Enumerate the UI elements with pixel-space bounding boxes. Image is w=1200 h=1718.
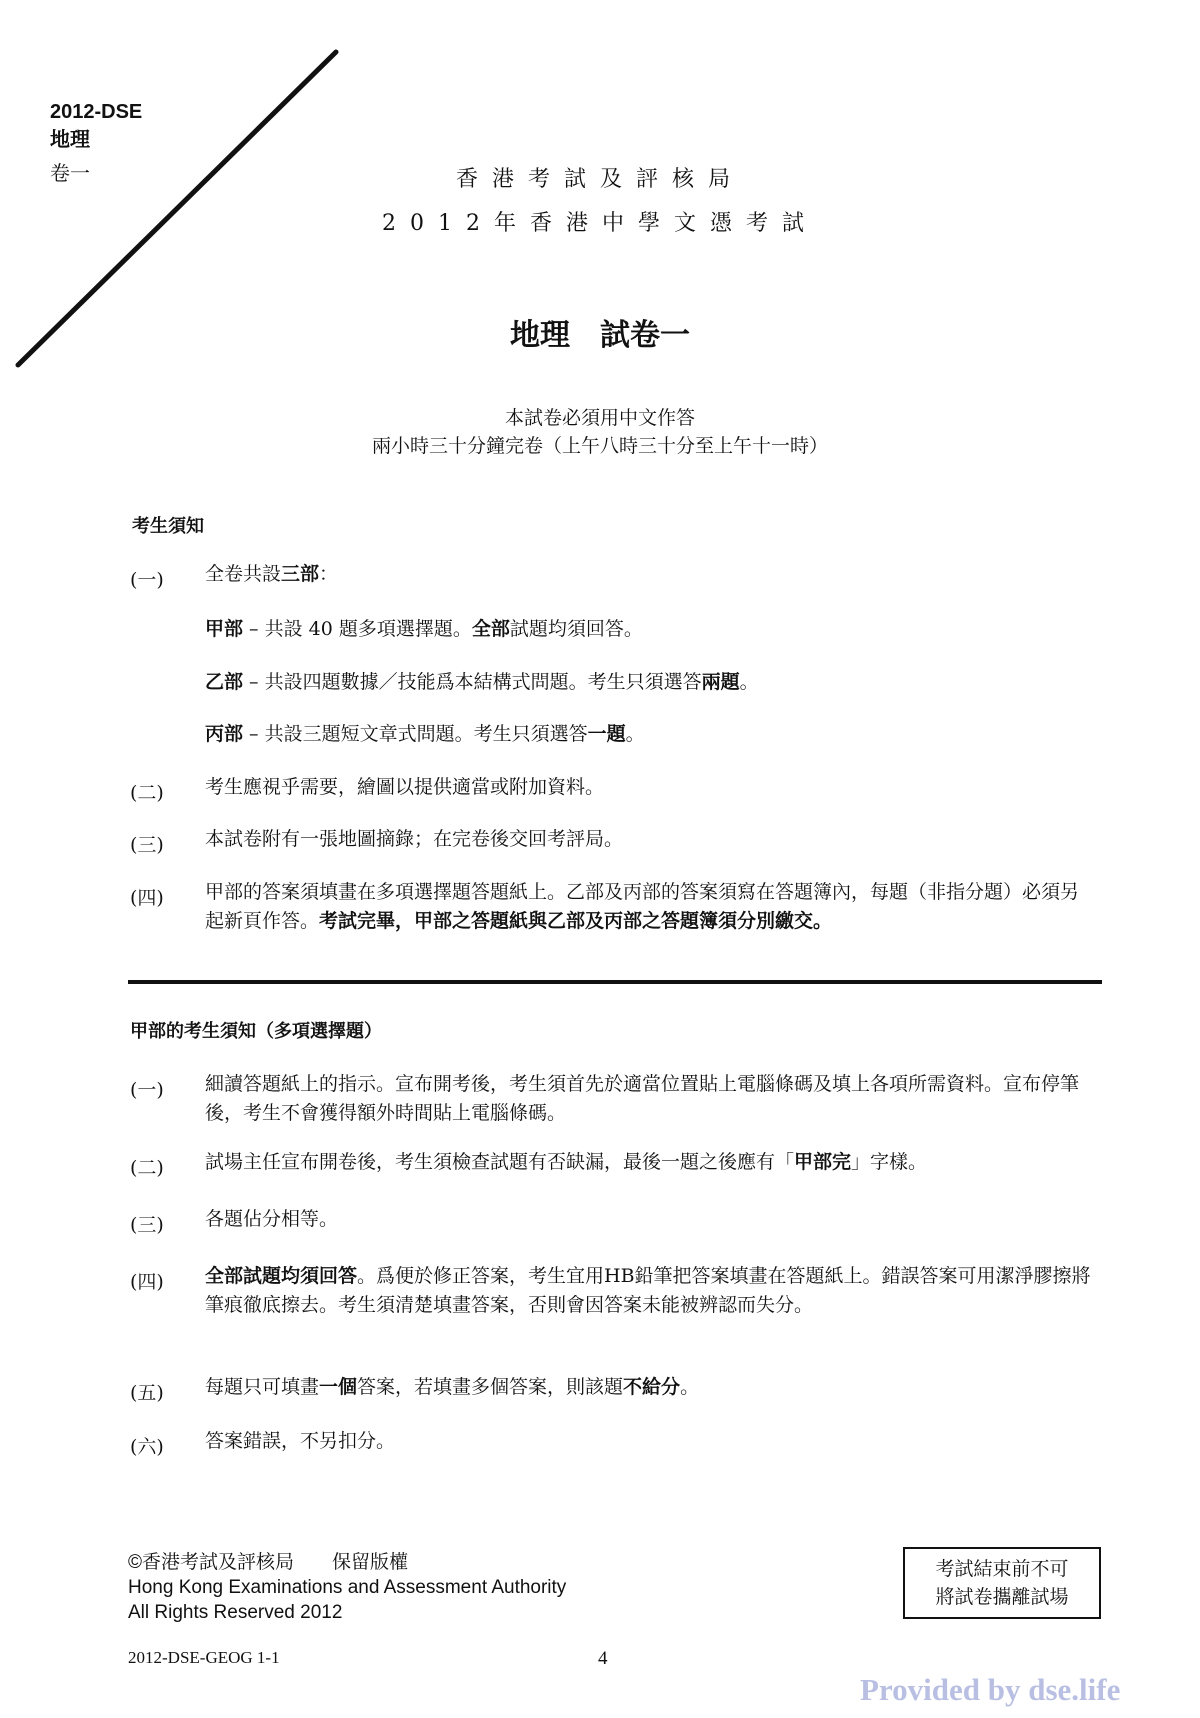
- section-a-item-3: 各題佔分相等。: [205, 1208, 339, 1230]
- exam-name: 2012年香港中學文憑考試: [382, 211, 818, 236]
- section-a-item-2: 試場主任宣布開卷後，考生須檢查試題有否缺漏，最後一題之後應有「甲部完」字樣。: [205, 1151, 928, 1173]
- section-divider: [128, 980, 1102, 984]
- part-a-description: 甲部 – 共設 40 題多項選擇題。全部試題均須回答。: [205, 618, 643, 640]
- part-c-description: 丙部 – 共設三題短文章式問題。考生只須選答一題。: [205, 723, 645, 745]
- copyright-block: [128, 1550, 566, 1625]
- item-number: (三): [130, 1214, 164, 1236]
- language-note: 本試卷必須用中文作答: [504, 407, 695, 429]
- copyright-line: ©香港考試及評核局 保留版權: [128, 1552, 409, 1573]
- paper-title: 地理 試卷一: [510, 318, 690, 353]
- item-number: (四): [130, 1271, 164, 1293]
- item-number: (六): [130, 1436, 164, 1458]
- subject-label: 地理: [50, 129, 90, 151]
- page-number: 4: [598, 1648, 608, 1669]
- item-number: (一): [130, 1079, 164, 1101]
- general-item-4: 甲部的答案須填畫在多項選擇題答題紙上。乙部及丙部的答案須寫在答題簿內，每題（非指分題）必須另起新頁作答。考試完畢，甲部之答題紙與乙部及丙部之答題簿須分別繳交。: [205, 881, 1080, 932]
- copyright-line: All Rights Reserved 2012: [128, 1602, 343, 1623]
- part-b-description: 乙部 – 共設四題數據／技能爲本結構式問題。考生只須選答兩題。: [205, 671, 759, 693]
- item-number: (四): [130, 887, 164, 909]
- item-number: (三): [130, 834, 164, 856]
- section-a-heading: 甲部的考生須知（多項選擇題）: [130, 1021, 382, 1042]
- copyright-line: Hong Kong Examinations and Assessment Authority: [128, 1577, 567, 1598]
- general-item-1: 全卷共設三部：: [205, 563, 339, 585]
- item-number: (二): [130, 1157, 164, 1179]
- exam-code: 2012-DSE: [50, 101, 143, 123]
- paper-code: 2012-DSE-GEOG 1-1: [128, 1648, 280, 1667]
- general-instructions-heading: 考生須知: [132, 516, 204, 537]
- general-item-2: 考生應視乎需要，繪圖以提供適當或附加資料。: [205, 776, 605, 798]
- section-a-item-1: 細讀答題紙上的指示。宣布開考後，考生須首先於適當位置貼上電腦條碼及填上各項所需資料。宣布停筆後，考生不會獲得額外時間貼上電腦條碼。: [205, 1073, 1080, 1124]
- item-number: (二): [130, 782, 164, 804]
- item-number: (五): [130, 1382, 164, 1404]
- watermark: Provided by dse.life: [860, 1672, 1121, 1707]
- exam-notice-box: 考試結束前不可 將試卷攜離試場: [903, 1547, 1101, 1619]
- section-a-item-6: 答案錯誤，不另扣分。: [205, 1430, 396, 1452]
- general-item-3: 本試卷附有一張地圖摘錄；在完卷後交回考評局。: [205, 828, 624, 850]
- item-number: (一): [130, 569, 164, 591]
- time-note: 兩小時三十分鐘完卷（上午八時三十分至上午十一時）: [371, 435, 828, 457]
- section-a-item-4: 全部試題均須回答。爲便於修正答案，考生宜用HB鉛筆把答案填畫在答題紙上。錯誤答案可用潔淨膠擦將筆痕徹底擦去。考生須清楚填畫答案，否則會因答案未能被辨認而失分。: [205, 1265, 1091, 1316]
- authority-name: 香港考試及評核局: [455, 167, 744, 192]
- paper-label: 卷一: [50, 163, 90, 185]
- section-a-item-5: 每題只可填畫一個答案，若填畫多個答案，則該題不給分。: [205, 1376, 700, 1398]
